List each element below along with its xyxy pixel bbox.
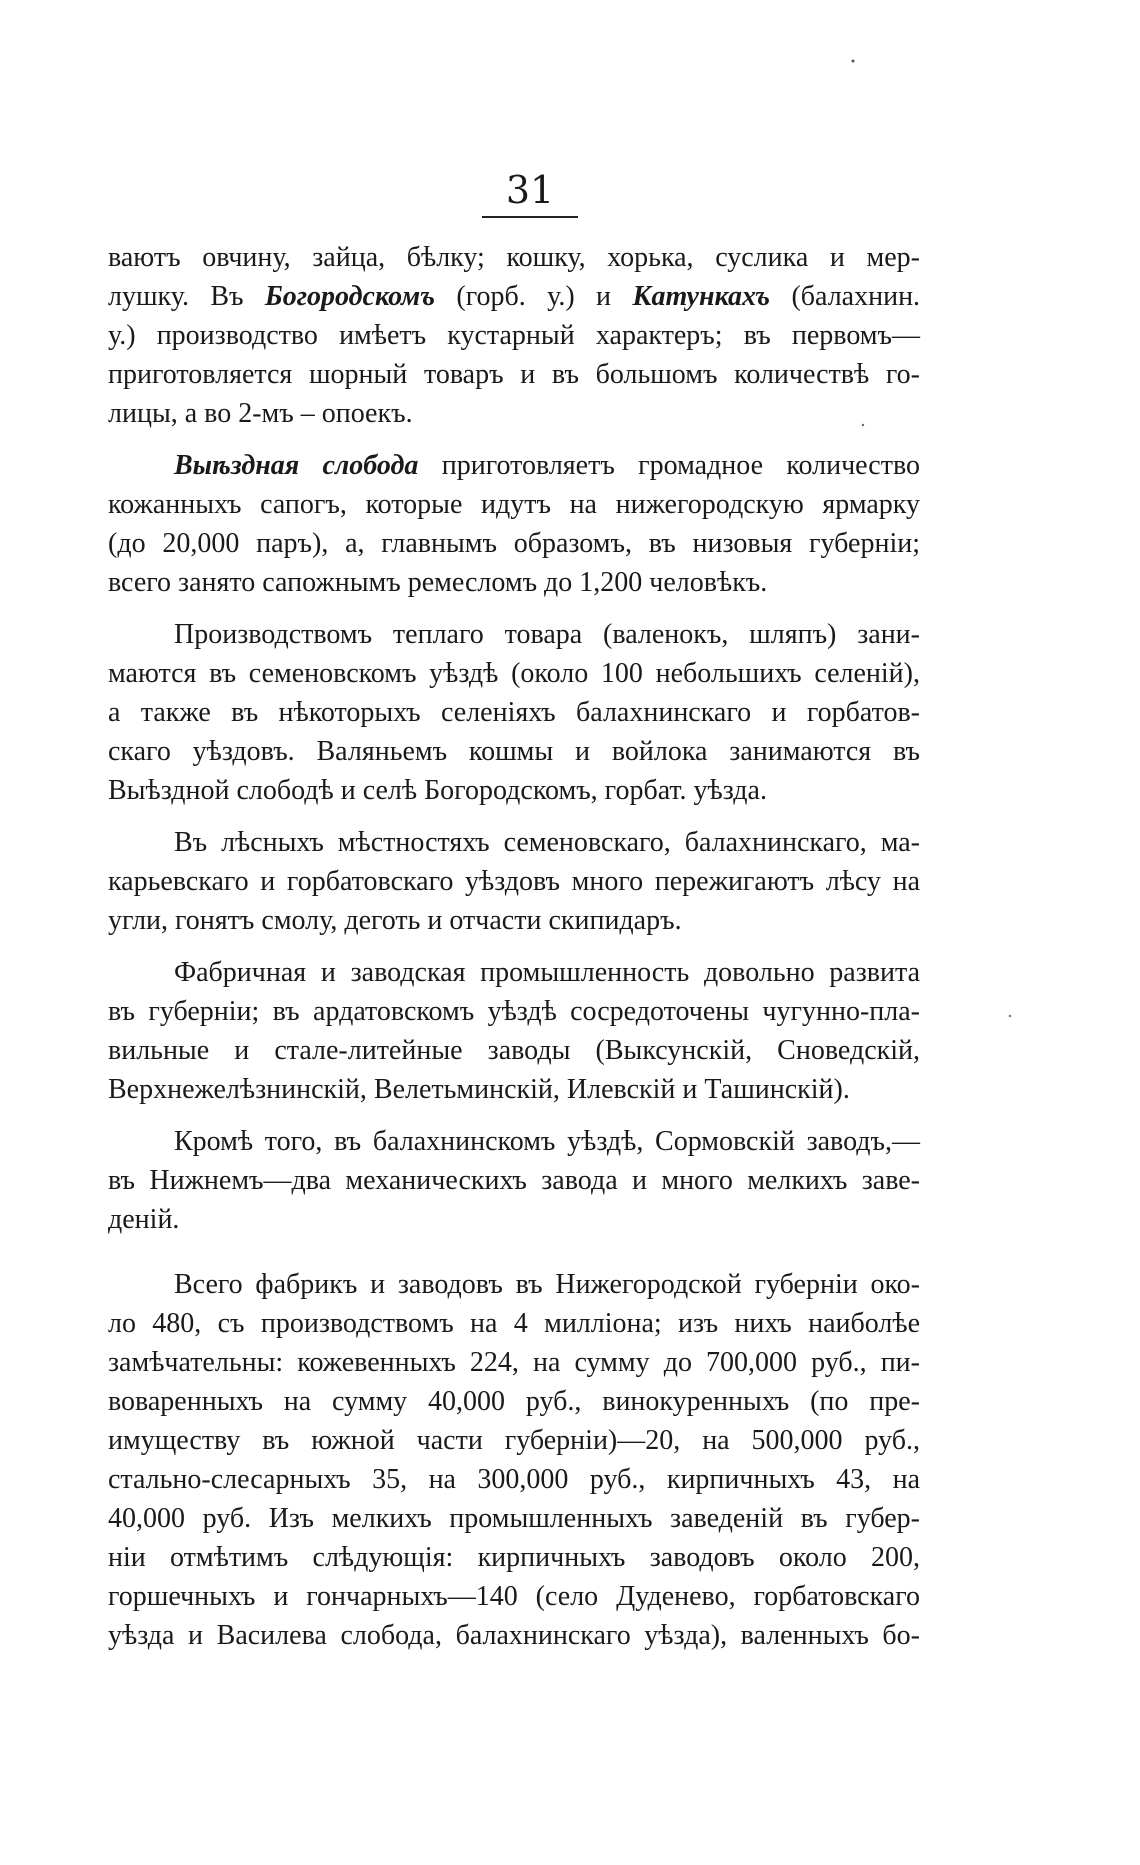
place-name-italic: Выѣздная слобода xyxy=(174,450,419,481)
text-line: лицы, а во 2-мъ – опоекъ. xyxy=(108,398,413,429)
text-line: замѣчательны: кожевенныхъ 224, на сумму до 700,000 руб., пи- xyxy=(108,1347,920,1378)
text-line: Выѣздной слободѣ и селѣ Богородскомъ, горбат. уѣзда. xyxy=(108,775,767,806)
text-line: ло 480, съ производствомъ на 4 милліона; изъ нихъ наиболѣе xyxy=(108,1308,920,1339)
text-line: въ Нижнемъ—два механическихъ завода и много мелкихъ заве- xyxy=(108,1165,920,1196)
place-name-italic: Катункахъ xyxy=(632,281,771,312)
text-line: Всего фабрикъ и заводовъ въ Нижегородской губерніи око- xyxy=(174,1269,920,1300)
text-line: а также въ нѣкоторыхъ селеніяхъ балахнинскаго и горбатов- xyxy=(108,697,920,728)
text-line: угли, гонятъ смолу, деготь и отчасти скипидаръ. xyxy=(108,905,682,936)
text-line: Фабричная и заводская промышленность довольно развита xyxy=(174,957,920,988)
text-line: деній. xyxy=(108,1204,180,1235)
text-line: стально-слесарныхъ 35, на 300,000 руб., кирпичныхъ 43, на xyxy=(108,1464,920,1495)
text-line: ваютъ овчину, зайца, бѣлку; кошку, хорька, суслика и мер- xyxy=(108,242,920,273)
text-line: лушку. Въ Богородскомъ (горб. у.) и Катункахъ (балахнин. xyxy=(108,281,921,312)
place-name-italic: Богородскомъ xyxy=(264,281,435,312)
text-line: Верхнежелѣзнинскій, Велетьминскій, Илевскій и Ташинскій). xyxy=(108,1074,850,1105)
text-line: Кромѣ того, въ балахнинскомъ уѣздѣ, Сормовскій заводъ,— xyxy=(174,1126,920,1157)
text-line: карьевскаго и горбатовскаго уѣздовъ много пережигаютъ лѣсу на xyxy=(108,866,920,897)
text-line: Производствомъ теплаго товара (валенокъ, шляпъ) зани- xyxy=(174,619,920,650)
text-line: приготовляется шорный товаръ и въ большомъ количествѣ го- xyxy=(108,359,920,390)
text-line: скаго уѣздовъ. Валяньемъ кошмы и войлока занимаются въ xyxy=(108,736,920,767)
text-line: уѣзда и Василева слобода, балахнинскаго уѣзда), валенныхъ бо- xyxy=(108,1620,920,1651)
text-line: Выѣздная слобода приготовляетъ громадное количество xyxy=(174,450,920,481)
text-line: (до 20,000 паръ), а, главнымъ образомъ, въ низовыя губерніи; xyxy=(108,528,920,559)
text-line: воваренныхъ на сумму 40,000 руб., винокуренныхъ (по пре- xyxy=(108,1386,920,1417)
text-line: Въ лѣсныхъ мѣстностяхъ семеновскаго, балахнинскаго, ма- xyxy=(174,827,920,858)
text-line: маются въ семеновскомъ уѣздѣ (около 100 небольшихъ селеній), xyxy=(108,658,920,689)
text-line: имуществу въ южной части губерніи)—20, на 500,000 руб., xyxy=(108,1425,920,1456)
text-line: горшечныхъ и гончарныхъ—140 (село Дуденево, горбатовскаго xyxy=(108,1581,920,1612)
page-number: 31 xyxy=(505,168,555,212)
text-line: ніи отмѣтимъ слѣдующія: кирпичныхъ заводовъ около 200, xyxy=(108,1542,920,1573)
text-line: 40,000 руб. Изъ мелкихъ промышленныхъ заведеній въ губер- xyxy=(108,1503,920,1534)
text-line: у.) производство имѣетъ кустарный характеръ; въ первомъ— xyxy=(108,320,920,351)
text-line: вильные и стале-литейные заводы (Выксунскій, Сноведскій, xyxy=(108,1035,920,1066)
text-line: кожанныхъ сапогъ, которые идутъ на нижегородскую ярмарку xyxy=(108,489,920,520)
text-line: всего занято сапожнымъ ремесломъ до 1,200 человѣкъ. xyxy=(108,567,768,598)
text-line: въ губерніи; въ ардатовскомъ уѣздѣ сосредоточены чугунно-пла- xyxy=(108,996,920,1027)
